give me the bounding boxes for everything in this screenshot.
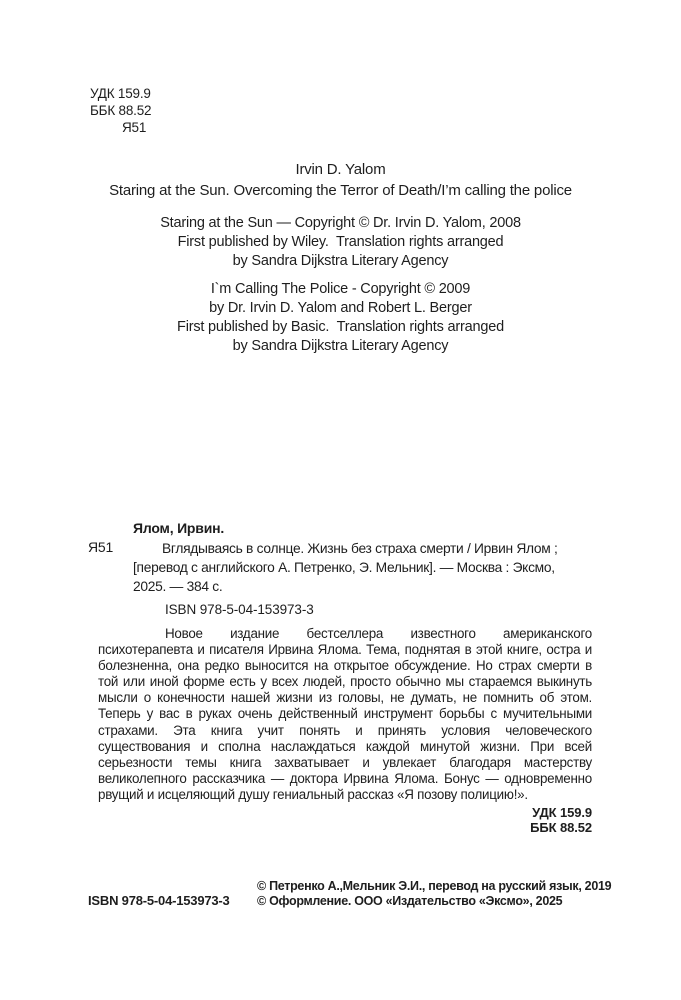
rights-line: I`m Calling The Police - Copyright © 2009 — [210, 281, 471, 297]
bottom-codes-block — [530, 806, 592, 835]
rights-line: by Sandra Dijkstra Literary Agency — [232, 253, 449, 269]
bbk-code: ББК 88.52 — [90, 102, 152, 118]
biblio-line: Вглядываясь в солнце. Жизнь без страха смерти / Ирвин Ялом ; — [162, 541, 558, 556]
isbn-number: ISBN 978-5-04-153973-3 — [165, 602, 314, 617]
rights-line: by Sandra Dijkstra Literary Agency — [232, 338, 449, 354]
rights-line: by Dr. Irvin D. Yalom and Robert L. Berger — [209, 300, 472, 316]
book-author-en: Irvin D. Yalom — [295, 161, 386, 178]
biblio-line: [перевод с английского А. Петренко, Э. Мельник]. — Москва : Эксмо, — [133, 560, 555, 575]
rights-line: First published by Wiley. Translation rights arranged — [177, 234, 504, 250]
bbk-code-bottom: ББК 88.52 — [530, 819, 592, 835]
copyright-notice-police — [0, 280, 681, 356]
author-sign-code: Я51 — [122, 119, 147, 135]
udk-code: УДК 159.9 — [90, 86, 151, 101]
biblio-author-heading: Ялом, Ирвин. — [133, 520, 225, 536]
top-codes-block — [90, 86, 151, 136]
book-title-en: Staring at the Sun. Overcoming the Terror of Death/I’m calling the police — [109, 181, 572, 199]
udk-code-bottom: УДК 159.9 — [532, 805, 592, 820]
footer-isbn-number: ISBN 978-5-04-153973-3 — [88, 893, 230, 908]
biblio-line: 2025. — 384 с. — [133, 579, 223, 594]
copyright-line-translation: © Петренко А.,Мельник Э.И., перевод на русский язык, 2019 — [257, 879, 612, 893]
biblio-entry — [133, 539, 558, 596]
english-title-block — [0, 160, 681, 201]
footer-copyright-block — [257, 879, 611, 909]
rights-line: Staring at the Sun — Copyright © Dr. Irvin D. Yalom, 2008 — [160, 215, 521, 231]
annotation-paragraph: Новое издание бестселлера известного американского психотерапевта и писателя Ирвина Ялома. Тема, поднятая в этой книге, остра и болезненна, она редко выносится на открытое обсуждение. Но страх смерти в той или иной форме есть у всех людей, просто обычно мы стараемся выкинуть мысли о конечности нашей жизни из головы, не думать, не помнить об этом. Теперь у вас в руках очень действенный инструмент борьбы с мучительными страхами. Эта книга учит понять и принять условия человеческого существования и сполна наслаждаться каждой минутой жизни. При всей серьезности темы книга захватывает и увлекает благодаря мастерству великолепного рассказчика — доктора Ирвина Ялома. Бонус — одновременно рвущий и исцеляющий душу гениальный рассказ «Я позову полицию!». — [98, 626, 592, 802]
copyright-line-design: © Оформление. ООО «Издательство «Эксмо», 2025 — [257, 894, 563, 909]
rights-line: First published by Basic. Translation rights arranged — [177, 319, 504, 335]
biblio-author-sign: Я51 — [88, 539, 114, 555]
copyright-notice-staring — [0, 214, 681, 271]
